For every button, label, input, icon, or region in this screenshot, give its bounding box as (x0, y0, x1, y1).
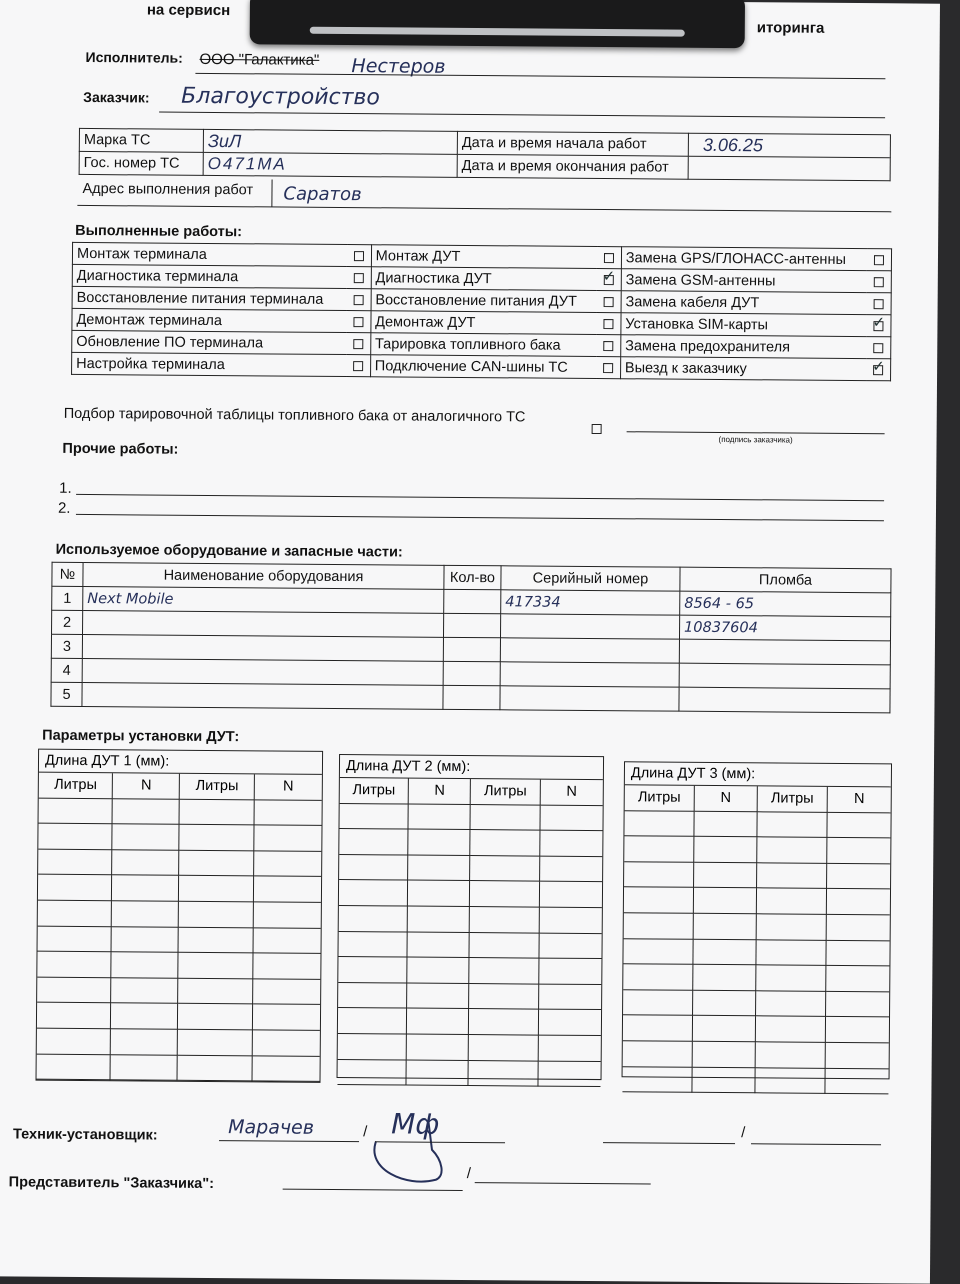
works-title: Выполненные работы: (75, 222, 243, 241)
customer-label: Заказчик: (83, 88, 150, 106)
dut-cell[interactable] (38, 875, 113, 901)
dut-cell[interactable] (692, 1067, 755, 1093)
executor-handwritten: Нестеров (351, 55, 446, 78)
works-table (71, 242, 892, 381)
brand-label: Марка ТС (79, 128, 203, 152)
dut-cell[interactable] (339, 855, 408, 881)
calibration-checkbox[interactable] (592, 424, 602, 434)
table-cell[interactable] (82, 634, 443, 661)
dut-cell[interactable] (826, 1017, 889, 1043)
dut-cell[interactable] (469, 1009, 538, 1035)
dut-cell[interactable] (253, 1005, 320, 1031)
dut-cell[interactable] (407, 1034, 469, 1060)
work-checkbox[interactable] (867, 249, 892, 271)
work-label: Установка SIM-карты (621, 313, 867, 337)
dut-cell[interactable] (112, 876, 179, 902)
dut-cell[interactable] (178, 1004, 253, 1030)
dut-cell[interactable] (470, 933, 539, 959)
table-cell: 2 (52, 610, 83, 634)
rep-separator: / (466, 1165, 472, 1183)
dut-cell[interactable] (338, 1008, 407, 1034)
col-name: Наименование оборудования (83, 562, 444, 589)
col-num: № (52, 562, 83, 586)
dut-cell[interactable] (470, 984, 539, 1010)
table-cell[interactable] (500, 638, 679, 663)
clipboard-clip (250, 0, 745, 48)
dut-cell[interactable] (408, 881, 470, 907)
work-label: Подключение CAN-шины ТС (370, 355, 596, 379)
dut-1-head-n: N (113, 773, 180, 799)
dut-cell[interactable] (540, 831, 602, 857)
dut-cell[interactable] (624, 836, 694, 862)
dut-cell[interactable] (756, 940, 826, 966)
work-checkbox[interactable] (596, 357, 621, 379)
dut-cell[interactable] (538, 1061, 600, 1087)
work-checkbox[interactable] (347, 245, 372, 267)
dut-cell[interactable] (408, 855, 470, 881)
dut-3-head-liters: Литры (625, 785, 695, 811)
tech-signature: Мф (391, 1107, 440, 1141)
dut-cell[interactable] (539, 908, 601, 934)
dut-cell[interactable] (38, 901, 113, 927)
table-cell[interactable]: 417334 (501, 590, 680, 615)
dut-cell[interactable] (112, 952, 179, 978)
checkbox-empty-icon (873, 343, 883, 353)
dut-cell[interactable] (253, 1030, 320, 1056)
executor-printed: ООО "Галактика" (199, 50, 320, 69)
dut-cell[interactable] (178, 1030, 253, 1056)
dut-cell[interactable] (826, 940, 889, 966)
dut-cell[interactable] (252, 1056, 319, 1082)
work-checkbox[interactable] (596, 335, 621, 357)
start-label: Дата и время начала работ (457, 131, 688, 156)
dut-cell[interactable] (540, 856, 602, 882)
work-label: Тарировка топливного бака (370, 333, 596, 357)
header-line2-left: на сервисн (146, 1, 231, 20)
table-cell[interactable] (679, 639, 890, 665)
work-checkbox[interactable] (346, 289, 371, 311)
dut-3-title: Длина ДУТ 3 (мм): (625, 762, 891, 787)
plate-value: О471МА (203, 152, 457, 177)
dut-cell[interactable] (253, 979, 320, 1005)
dut-cell[interactable] (757, 837, 827, 863)
dut-cell[interactable] (623, 1041, 693, 1067)
dut-cell[interactable] (179, 953, 254, 979)
dut-3-head-n-2: N (828, 787, 891, 813)
rep-label: Представитель "Заказчика": (8, 1174, 215, 1193)
work-checkbox[interactable] (596, 313, 621, 335)
rep-line-2 (475, 1182, 651, 1184)
checkbox-empty-icon (874, 255, 884, 265)
other-work-1-line[interactable] (76, 494, 884, 501)
dut-1-head-liters-2: Литры (180, 774, 255, 800)
table-cell[interactable] (82, 658, 443, 685)
table-cell[interactable] (443, 661, 500, 685)
table-cell[interactable]: 8564 - 65 (680, 591, 891, 617)
executor-line (195, 73, 885, 79)
dut-cell[interactable] (757, 812, 827, 838)
work-checkbox[interactable] (346, 311, 371, 333)
col-qty: Кол-во (444, 565, 501, 589)
dut-cell[interactable] (470, 907, 539, 933)
dut-cell[interactable] (338, 957, 407, 983)
table-cell[interactable] (500, 662, 679, 687)
dut-cell[interactable] (471, 856, 540, 882)
signature-caption: (подпись заказчика) (718, 434, 793, 445)
end-label: Дата и время окончания работ (457, 154, 688, 179)
tech-signature-stroke (366, 1109, 457, 1190)
dut-cell[interactable] (254, 826, 321, 852)
work-label: Замена предохранителя (621, 335, 867, 359)
dut-cell[interactable] (539, 984, 601, 1010)
checkbox-empty-icon (353, 273, 363, 283)
dut-cell[interactable] (254, 877, 321, 903)
dut-cell[interactable] (113, 824, 180, 850)
dut-title: Параметры установки ДУТ: (42, 727, 240, 746)
dut-cell[interactable] (37, 952, 112, 978)
dut-cell[interactable] (253, 928, 320, 954)
end-value (688, 156, 890, 181)
work-label: Диагностика терминала (72, 264, 346, 288)
dut-cell[interactable] (338, 983, 407, 1009)
dut-cell[interactable] (693, 939, 756, 965)
work-label: Выезд к заказчику (620, 357, 866, 381)
dut-cell[interactable] (408, 932, 470, 958)
dut-cell[interactable] (37, 1054, 112, 1080)
table-cell[interactable]: Next Mobile (83, 586, 444, 613)
dut-cell[interactable] (469, 1061, 538, 1087)
work-checkbox[interactable] (866, 337, 891, 359)
dut-cell[interactable] (693, 1016, 756, 1042)
dut-cell[interactable] (113, 850, 180, 876)
checkbox-checked-icon (873, 365, 883, 375)
tech-label: Техник-установщик: (13, 1126, 158, 1144)
dut-cell[interactable] (623, 1016, 693, 1042)
tech-name: Марачев (228, 1116, 315, 1139)
dut-cell[interactable] (179, 876, 254, 902)
work-checkbox[interactable] (597, 269, 622, 291)
checkbox-empty-icon (353, 361, 363, 371)
dut-cell[interactable] (622, 1067, 692, 1093)
dut-cell[interactable] (407, 958, 469, 984)
table-cell[interactable] (500, 686, 679, 711)
dut-cell[interactable] (111, 1055, 178, 1081)
dut-cell[interactable] (37, 1029, 112, 1055)
plate-label: Гос. номер ТС (79, 151, 203, 175)
dut-2-head-liters-2: Литры (471, 779, 540, 805)
table-cell[interactable] (82, 682, 443, 709)
equipment-title: Используемое оборудование и запасные части: (55, 541, 403, 561)
dut-cell[interactable] (339, 804, 408, 830)
work-checkbox[interactable] (346, 333, 371, 355)
dut-cell[interactable] (339, 906, 408, 932)
dut-cell[interactable] (757, 889, 827, 915)
address-label: Адрес выполнения работ (82, 180, 254, 199)
dut-cell[interactable] (112, 978, 179, 1004)
dut-cell[interactable] (539, 1010, 601, 1036)
checkbox-empty-icon (603, 297, 613, 307)
header-line2-right: иторинга (756, 19, 825, 37)
dut-cell[interactable] (757, 863, 827, 889)
dut-cell[interactable] (470, 958, 539, 984)
dut-cell[interactable] (254, 800, 321, 826)
dut-cell[interactable] (826, 966, 889, 992)
other-work-1: 1. (59, 479, 72, 497)
work-label: Восстановление питания терминала (72, 286, 346, 310)
dut-cell[interactable] (827, 889, 890, 915)
dut-cell[interactable] (694, 863, 757, 889)
executor-label: Исполнитель: (85, 48, 183, 66)
dut-2-head-n: N (409, 779, 471, 805)
work-label: Настройка терминала (72, 352, 346, 376)
dut-cell[interactable] (407, 1060, 469, 1086)
dut-cell[interactable] (624, 862, 694, 888)
col-serial: Серийный номер (501, 566, 680, 591)
work-label: Монтаж терминала (72, 242, 346, 266)
work-checkbox[interactable] (867, 293, 892, 315)
customer-signature-line (627, 431, 885, 434)
dut-cell[interactable] (254, 851, 321, 877)
dut-2-title: Длина ДУТ 2 (мм): (340, 755, 603, 780)
dut-cell[interactable] (338, 1034, 407, 1060)
dut-cell[interactable] (37, 977, 112, 1003)
col-seal: Пломба (680, 567, 891, 593)
dut-cell[interactable] (409, 804, 471, 830)
table-cell[interactable] (679, 687, 890, 713)
checkbox-empty-icon (604, 253, 614, 263)
dut-cell[interactable] (694, 914, 757, 940)
rep-line-1 (283, 1189, 463, 1191)
dut-cell[interactable] (757, 914, 827, 940)
work-label: Демонтаж терминала (72, 308, 346, 332)
dut-cell[interactable] (827, 915, 890, 941)
start-value: 3.06.25 (688, 133, 890, 158)
customer-line (159, 112, 885, 119)
dut-cell[interactable] (539, 959, 601, 985)
table-cell: 1 (52, 586, 83, 610)
dut-cell[interactable] (112, 927, 179, 953)
dut-cell[interactable] (111, 1004, 178, 1030)
dut-cell[interactable] (624, 888, 694, 914)
checkbox-empty-icon (353, 339, 363, 349)
dut-cell[interactable] (623, 964, 693, 990)
dut-cell[interactable] (693, 991, 756, 1017)
work-label: Замена кабеля ДУТ (621, 291, 867, 315)
work-checkbox[interactable] (866, 359, 891, 381)
dut-cell[interactable] (756, 965, 826, 991)
table-cell[interactable] (443, 637, 500, 661)
dut-table-2 (337, 754, 605, 1080)
table-cell[interactable] (443, 685, 500, 709)
work-label: Восстановление питания ДУТ (371, 289, 597, 313)
dut-cell[interactable] (623, 990, 693, 1016)
checkbox-checked-icon (873, 321, 883, 331)
dut-2-head-n-2: N (540, 780, 602, 806)
work-checkbox[interactable] (596, 291, 621, 313)
dut-2-grid (337, 778, 602, 1087)
checkbox-empty-icon (354, 251, 364, 261)
table-cell[interactable] (444, 589, 501, 613)
dut-cell[interactable] (826, 992, 889, 1018)
dut-cell[interactable] (180, 799, 255, 825)
work-checkbox[interactable] (867, 271, 892, 293)
tech-extra-line-1 (603, 1142, 735, 1144)
dut-cell[interactable] (179, 978, 254, 1004)
dut-cell[interactable] (693, 1042, 756, 1068)
checkbox-empty-icon (603, 319, 613, 329)
dut-cell[interactable] (827, 864, 890, 890)
dut-cell[interactable] (540, 882, 602, 908)
dut-cell[interactable] (178, 1055, 253, 1081)
checkbox-empty-icon (874, 277, 884, 287)
dut-cell[interactable] (407, 1009, 469, 1035)
dut-cell[interactable] (470, 881, 539, 907)
work-label: Монтаж ДУТ (371, 245, 597, 269)
table-cell[interactable] (83, 610, 444, 637)
work-checkbox[interactable] (866, 315, 891, 337)
dut-cell[interactable] (338, 932, 407, 958)
checkbox-empty-icon (603, 363, 613, 373)
checkbox-empty-icon (353, 317, 363, 327)
other-work-2-line[interactable] (76, 514, 884, 521)
dut-cell[interactable] (694, 837, 757, 863)
dut-cell[interactable] (540, 805, 602, 831)
dut-cell[interactable] (37, 1003, 112, 1029)
work-label: Замена GPS/ГЛОНАСС-антенны (621, 247, 867, 271)
checkbox-empty-icon (603, 341, 613, 351)
dut-cell[interactable] (694, 888, 757, 914)
dut-cell[interactable] (694, 811, 757, 837)
dut-cell[interactable] (471, 805, 540, 831)
vehicle-table (79, 128, 891, 181)
other-works-title: Прочие работы: (62, 440, 179, 458)
dut-3-head-liters-2: Литры (758, 786, 828, 812)
tech-extra-separator: / (741, 1124, 746, 1142)
dut-cell[interactable] (471, 830, 540, 856)
dut-cell[interactable] (755, 1068, 825, 1094)
dut-cell[interactable] (623, 939, 693, 965)
dut-cell[interactable] (339, 829, 408, 855)
table-cell: 5 (51, 682, 82, 706)
dut-cell[interactable] (825, 1068, 888, 1094)
dut-cell[interactable] (112, 901, 179, 927)
dut-cell[interactable] (756, 1042, 826, 1068)
dut-cell[interactable] (408, 830, 470, 856)
tech-extra-line-2 (751, 1143, 881, 1145)
dut-cell[interactable] (826, 1043, 889, 1069)
checkbox-empty-icon (353, 295, 363, 305)
dut-cell[interactable] (756, 1017, 826, 1043)
other-work-2: 2. (57, 499, 71, 517)
dut-cell[interactable] (111, 1029, 178, 1055)
dut-cell[interactable] (339, 880, 408, 906)
dut-cell[interactable] (407, 983, 469, 1009)
work-label: Демонтаж ДУТ (371, 311, 597, 335)
dut-cell[interactable] (253, 953, 320, 979)
dut-cell[interactable] (180, 851, 255, 877)
dut-cell[interactable] (39, 798, 114, 824)
dut-cell[interactable] (113, 799, 180, 825)
dut-cell[interactable] (179, 902, 254, 928)
work-label: Диагностика ДУТ (371, 267, 597, 291)
dut-cell[interactable] (827, 838, 890, 864)
dut-cell[interactable] (827, 812, 890, 838)
dut-table-3 (622, 761, 892, 1079)
work-checkbox[interactable] (597, 247, 622, 269)
table-cell[interactable]: 10837604 (679, 615, 890, 641)
tech-separator: / (363, 1123, 368, 1141)
dut-cell[interactable] (469, 1035, 538, 1061)
checkbox-checked-icon (604, 275, 614, 285)
tech-name-line (219, 1140, 359, 1142)
dut-cell[interactable] (756, 991, 826, 1017)
work-checkbox[interactable] (346, 267, 371, 289)
table-cell[interactable] (500, 614, 679, 639)
dut-cell[interactable] (538, 1036, 600, 1062)
dut-cell[interactable] (539, 933, 601, 959)
dut-1-grid (37, 773, 322, 1082)
table-cell: 3 (51, 634, 82, 658)
work-label: Обновление ПО терминала (72, 330, 346, 354)
dut-cell[interactable] (408, 907, 470, 933)
checkbox-empty-icon (874, 299, 884, 309)
dut-cell[interactable] (624, 811, 694, 837)
equipment-table (50, 562, 891, 714)
dut-cell[interactable] (254, 902, 321, 928)
table-cell: 4 (51, 658, 82, 682)
dut-2-head-liters: Литры (340, 778, 409, 804)
dut-cell[interactable] (38, 824, 113, 850)
dut-table-1 (35, 749, 323, 1083)
table-cell[interactable] (443, 613, 500, 637)
dut-cell[interactable] (693, 965, 756, 991)
table-cell[interactable] (679, 663, 890, 689)
dut-3-grid (622, 785, 890, 1094)
dut-cell[interactable] (38, 926, 113, 952)
dut-1-title: Длина ДУТ 1 (мм): (39, 750, 322, 775)
dut-cell[interactable] (180, 825, 255, 851)
dut-cell[interactable] (337, 1060, 406, 1086)
calibration-label: Подбор тарировочной таблицы топливного бака от аналогичного ТС (63, 405, 526, 426)
address-value: Саратов (283, 183, 362, 206)
work-checkbox[interactable] (346, 355, 371, 377)
dut-cell[interactable] (179, 927, 254, 953)
work-label: Замена GSM-антенны (621, 269, 867, 293)
dut-3-head-n: N (695, 786, 758, 812)
dut-cell[interactable] (38, 849, 113, 875)
dut-1-head-n-2: N (255, 774, 322, 800)
dut-1-head-liters: Литры (39, 773, 114, 799)
customer-handwritten: Благоустройство (181, 83, 380, 111)
dut-cell[interactable] (624, 913, 694, 939)
brand-value: ЗиЛ (203, 129, 457, 154)
